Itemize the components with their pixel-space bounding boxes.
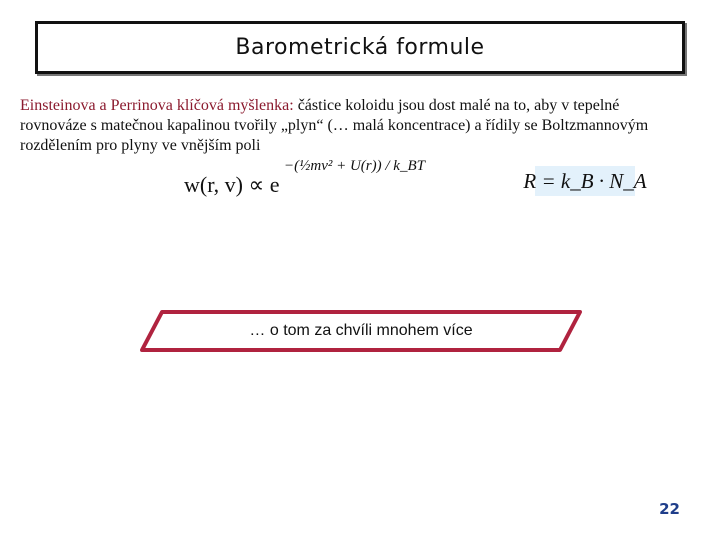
gas-constant-formula: R = k_B · N_A [535, 166, 635, 196]
body-paragraph [20, 96, 680, 156]
boltzmann-formula-main: w(r, v) ∝ e [184, 172, 280, 197]
body-rest-text: částice koloidu jsou dost malé na to, aby v tepelné rovnováze s matečnou kapalinou tvořily „plyn“ (… malá koncentrace) a řídily se Boltzmannovým rozdělením pro plyny ve vnějším poli [20, 97, 649, 154]
body-lead-text: Einsteinova a Perrinova klíčová myšlenka: [20, 97, 294, 114]
slide-title: Barometrická formule [35, 21, 685, 74]
boltzmann-formula-exponent: −(½mv² + U(r)) / k_BT [284, 158, 425, 174]
callout-box [140, 310, 582, 352]
callout-text: … o tom za chvíli mnohem více [249, 322, 473, 339]
page-number: 22 [659, 500, 680, 518]
